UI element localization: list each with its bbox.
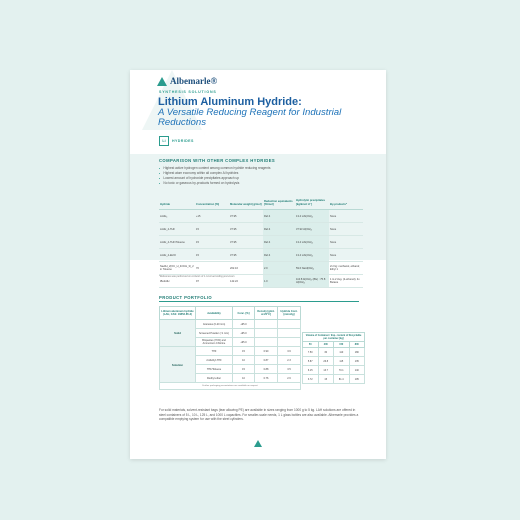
section-divider [159, 301, 359, 302]
column-header: 150 [334, 342, 350, 348]
group-label: Solid [160, 320, 196, 347]
table-row: LiAlH_4-Et2O 15 37.95 Ref.4 13.4 LiAl(OH)₄ None [159, 249, 363, 262]
column-header: 50 [303, 342, 319, 348]
table-row: Screened Powder (<1 mm) +95.0 [160, 329, 301, 338]
table-header-row [159, 198, 363, 210]
portfolio-note: Further packaging presentations are available on request [160, 383, 301, 390]
bullet-dot-icon [159, 173, 160, 174]
footer-paragraph: For solid materials, solvent-resistant bags (tear allowing PE) are available in sizes ranging from 1000 g to 5 kg. LAH solutions are offered in steel containers of 5 L, 10 L, 125 L, and 1000 L capacities. For smaller-scale needs, 1 L glass bottles are also available. Albemarle provides a compatible emptying system for use with the steel cylinders. [159, 408, 359, 422]
table-header-row [303, 333, 365, 342]
table-row: 6.15 13.7 70.1 140 [303, 366, 365, 375]
column-header: Molecular weight [g/mol] [229, 198, 263, 210]
column-header: Density [g/mL at 20°C] [255, 307, 278, 320]
section-kicker: SYNTHESIS SOLUTIONS [159, 90, 217, 94]
column-header: 200 [318, 342, 334, 348]
table-row: Briquettes (70%) and Ammonium Chlorine +95.0 [160, 338, 301, 347]
table-row: 5.87 26.8 115 135 [303, 357, 365, 366]
column-header: Concentration [%] [195, 198, 229, 210]
page-title: Lithium Aluminum Hydride: [158, 96, 302, 108]
table-note-row [160, 383, 301, 390]
column-header: Hydrolytic precipitates [kg/kmol H⁻] [295, 198, 329, 210]
comparison-heading: COMPARISON WITH OTHER COMPLEX HYDRIDES [159, 158, 276, 163]
bullet-dot-icon [159, 178, 160, 179]
group-label: Solution [160, 347, 196, 383]
portfolio-heading: PRODUCT PORTFOLIO [159, 295, 213, 300]
table-header-row [160, 307, 301, 320]
table-row: 2-Methyl-THF 10 0.87 2.3 [160, 356, 301, 365]
comparison-footnote: *Reference was performed on contents of 1 mmol according precursors [159, 275, 235, 278]
column-header: Reduction equivalents [%/mol] [263, 198, 295, 210]
portfolio-table [159, 306, 301, 390]
volume-table [302, 332, 365, 384]
column-header: Lithium aluminum hydride (LAH, CAS: 16853-85-3) [160, 307, 196, 320]
bullet-dot-icon [159, 183, 160, 184]
table-row: iBu2AlH 97 142.22 1.0 110.8 Al(OH)₃ (iBu) : 75.8 Al(OH)₃ 1 to 2 Avg. (2-ethenol), 4x Butane [159, 275, 363, 288]
table-row: NaAlH_2(OC_H_4OCH_3)_2 in Toluene 70 202.16 2.0 59.6 NaAl(OH)₄ 2x Fig: methanol, ethanol; Ethyl 1 [159, 262, 363, 275]
table-row: THF/Toluene 15 0.88 3.5 [160, 365, 301, 374]
volume-heading: Volume of Container / Exp. content of Recyclable per container [kg] [303, 333, 365, 342]
column-header: Hydride Cont. [mmol/g] [278, 307, 301, 320]
page-subtitle: A Versatile Reducing Reagent for Industrial Reductions [158, 107, 342, 128]
comparison-bullets [159, 166, 270, 186]
table-row: LiAlH_4-THF/Toluene 15 37.95 Ref.4 13.4 LiAl(OH)₄ None [159, 236, 363, 249]
table-row: 7.50 30 110 180 [303, 348, 365, 357]
brand-logo [157, 76, 217, 86]
table-row: Diethyl ether 10 0.76 2.6 [160, 374, 301, 383]
footer-triangle-icon [254, 440, 262, 447]
bullet-item: Lowest amount of hydroxide precipitates approach up [159, 176, 270, 181]
brand-triangle-icon [157, 77, 167, 86]
bullet-dot-icon [159, 168, 160, 169]
bullet-item: Highest active hydrogen content among common hydride reducing reagents [159, 166, 270, 171]
column-header: Availability [196, 307, 233, 320]
bullet-item: Highest atom economy within all complex Al hydrides [159, 171, 270, 176]
table-row: LiAlH₄ +15 37.95 Ref.4 13.4 LiAl(OH)₄ None [159, 210, 363, 223]
bullet-item: No toxic or gaseous by-products formed on hydrolysis [159, 181, 270, 186]
column-header: By-products* [329, 198, 363, 210]
element-symbol-box: Li [159, 136, 169, 146]
column-header: Conc. [%] [233, 307, 255, 320]
document-page [130, 70, 386, 459]
table-row: 3.72 15 81.4 105 [303, 375, 365, 384]
category-badge [159, 136, 194, 146]
column-header: Hydride [159, 198, 195, 210]
table-row: LiAlH_4-THF 15 37.95 Ref.4 37.93 Al(OH)₃ None [159, 223, 363, 236]
brand-name: Albemarle® [170, 76, 218, 86]
table-row: Solution THF 15 0.90 3.6 [160, 347, 301, 356]
column-header: 800 [349, 342, 365, 348]
table-row: Solid Granules (0-20 mm) +95.0 [160, 320, 301, 329]
category-label: HYDRIDES [172, 139, 194, 143]
